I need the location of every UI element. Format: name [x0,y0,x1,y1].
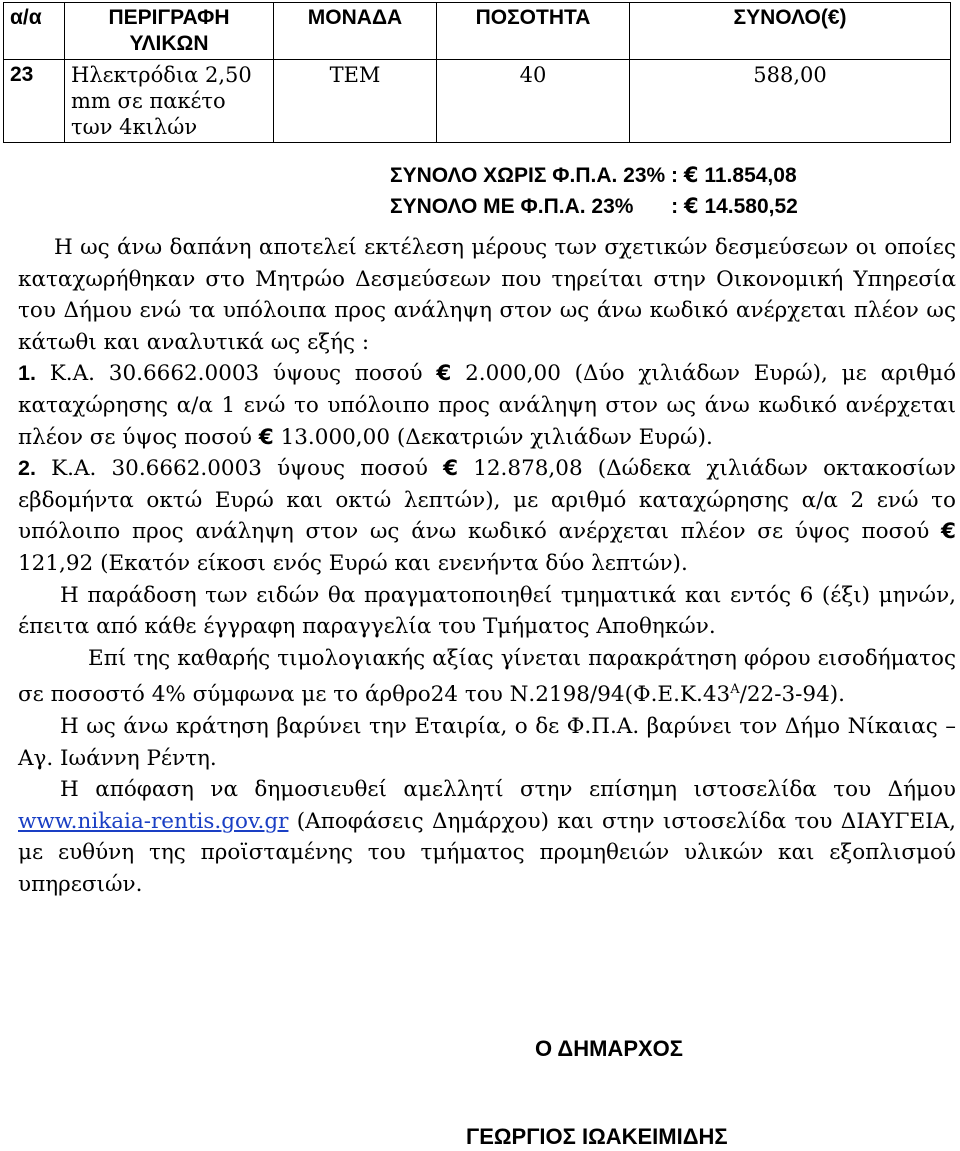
list-item-2: 2. Κ.Α. 30.6662.0003 ύψους ποσού € 12.878,08 (Δώδεκα χιλιάδων οκτακοσίων εβδομήντα οκτώ Ευρώ και οκτώ λεπτών), με αριθμό καταχώρησης α/α 2 ενώ το υπόλοιπο προς ανάληψη στον ως άνω κωδικό ανέρχεται πλέον σε ύψος ποσού € 121,92 (Εκατόν είκοσι ενός Ευρώ και ενενήντα δύο λεπτών). [18,456,956,576]
euro-icon: € [683,163,699,187]
cell-aa: 23 [4,60,65,143]
header-quantity: ΠΟΣΟΤΗΤΑ [437,3,630,60]
header-total: ΣΥΝΟΛΟ(€) [630,3,951,60]
total-without-vat: ΣΥΝΟΛΟ ΧΩΡΙΣ Φ.Π.Α. 23% : € 11.854,08 [390,163,797,187]
euro-icon: € [436,361,452,387]
paragraph-delivery: Η παράδοση των ειδών θα πραγματοποιηθεί τμηματικά και εντός 6 (έξι) μηνών, έπειτα από κάθε έγγραφη παραγγελία του Τμήματος Αποθηκών. [18,582,956,640]
table-row [4,60,951,143]
decision-body [18,232,956,901]
header-unit: ΜΟΝΑΔΑ [274,3,437,60]
table-header-row [4,3,951,60]
paragraph-tax: Επί της καθαρής τιμολογιακής αξίας γίνεται παρακράτηση φόρου εισοδήματος σε ποσοστό 4% σύμφωνα με το άρθρο24 του $N.2198/94(\Phi.E.K.43^A/22-3-94)$. [18,645,956,708]
signature-name: ΓΕΩΡΓΙΟΣ ΙΩΑΚΕΙΜΙΔΗΣ [466,1124,728,1149]
paragraph-publication: Η απόφαση να δημοσιευθεί αμελλητί στην επίσημη ιστοσελίδα του Δήμου www.nikaia-rentis.gov.gr (Αποφάσεις Δημάρχου) και στην ιστοσελίδα του ΔΙΑΥΓΕΙΑ, με ευθύνη της προϊσταμένης του τμήματος προμηθειών υλικών και εξοπλισμού υπηρεσιών. [18,777,957,898]
cell-unit: ΤΕΜ [274,60,437,143]
euro-icon: € [941,519,956,545]
paragraph-commitments: Η ως άνω δαπάνη αποτελεί εκτέλεση μέρους των σχετικών δεσμεύσεων οι οποίες καταχωρήθηκαν στο Μητρώο Δεσμεύσεων που τηρείται στην Οικονομική Υπηρεσία του Δήμου ενώ τα υπόλοιπα προς ανάληψη στον ως άνω κωδικό ανέρχεται πλέον ως κάτωθι και αναλυτικά ως εξής : [18,235,956,355]
signature-title: Ο ΔΗΜΑΡΧΟΣ [535,1036,683,1061]
euro-icon: € [683,194,699,218]
euro-icon: € [443,456,459,482]
header-description: ΠΕΡΙΓΡΑΦΗ ΥΛΙΚΩΝ [65,3,274,60]
municipality-website-link[interactable]: www.nikaia-rentis.gov.gr [18,808,289,834]
total-with-vat: ΣΥΝΟΛΟ ΜΕ Φ.Π.Α. 23% : € 14.580,52 [390,194,798,218]
cell-description: Ηλεκτρόδια 2,50 mm σε πακέτο των 4κιλών [65,60,274,143]
cell-quantity: 40 [437,60,630,143]
euro-icon: € [258,424,274,450]
cell-total: 588,00 [630,60,951,143]
header-aa: α/α [4,3,65,60]
materials-table [3,2,951,143]
paragraph-burden: Η ως άνω κράτηση βαρύνει την Εταιρία, ο δε Φ.Π.Α. βαρύνει τον Δήμο Νίκαιας – Αγ. Ιωάννη Ρέντη. [18,714,956,771]
list-item-1: 1. Κ.Α. 30.6662.0003 ύψους ποσού € 2.000,00 (Δύο χιλιάδων Ευρώ), με αριθμό καταχώρησης α/α 1 ενώ το υπόλοιπο προς ανάληψη στον ως άνω κωδικό ανέρχεται πλέον σε ύψος ποσού € 13.000,00 (Δεκατριών χιλιάδων Ευρώ). [18,361,957,450]
totals-block [390,160,798,222]
